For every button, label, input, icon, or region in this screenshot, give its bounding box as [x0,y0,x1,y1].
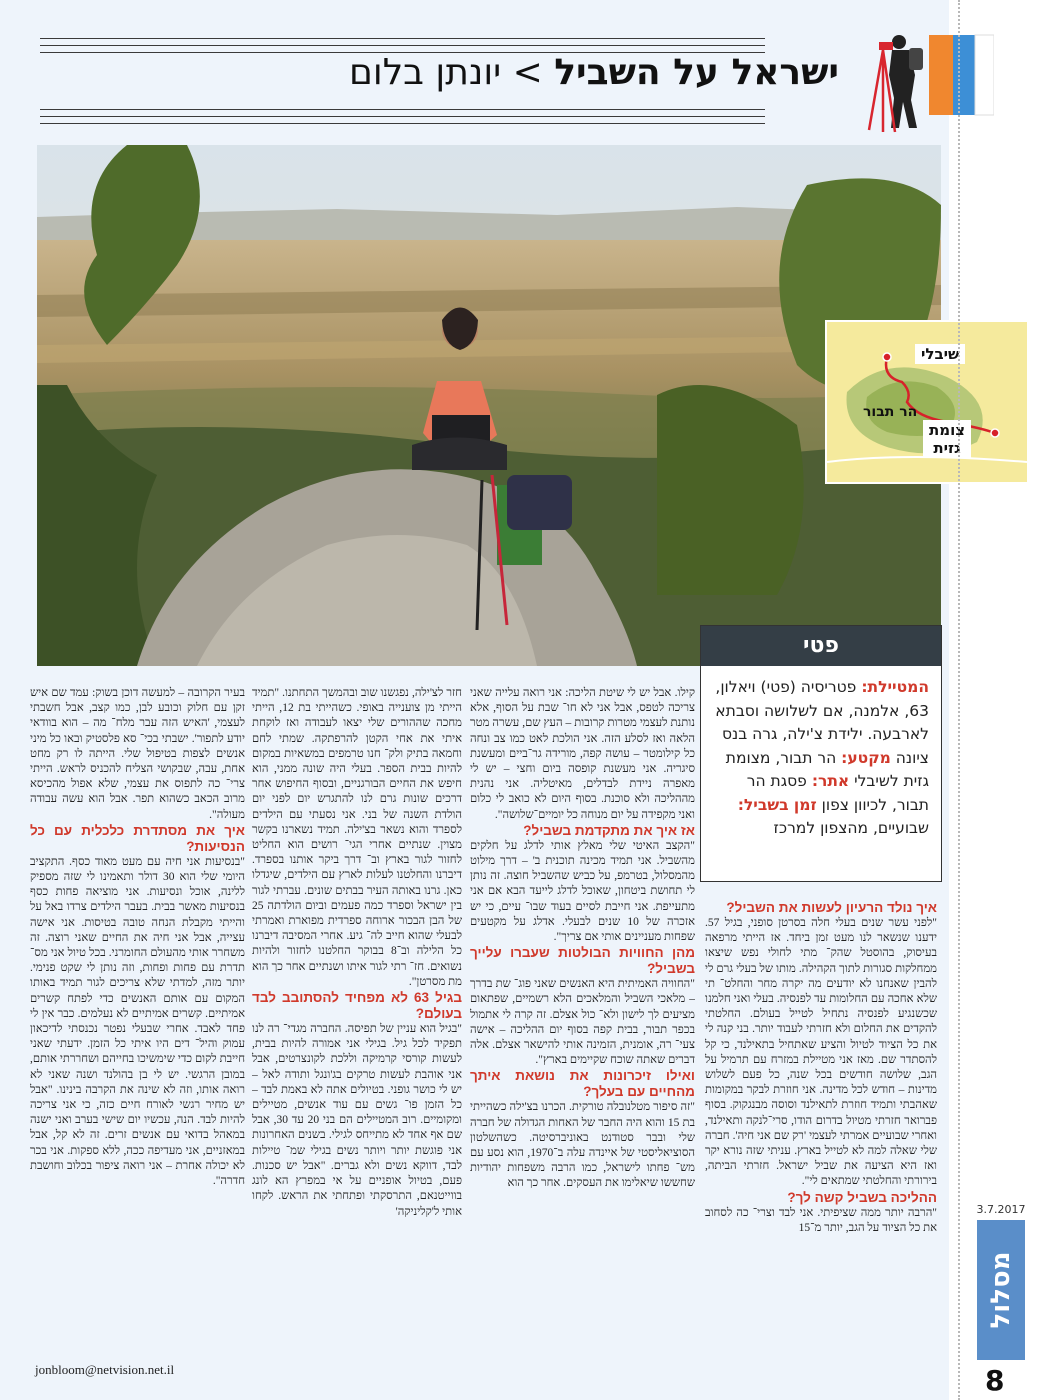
page-edge-dotted-line [958,0,960,1400]
article-paragraph: "לפני עשר שנים בעלי חלה בסרטן סופני, בגיל 57. ידענו שנשאר לנו מעט זמן ביחד. אז הייתי מרפאה בעיסוק, בהוסטל שהק־ מתי לחולי נפש שיצאו ממחלקות סגורות לתוך הקהילה. מותו של בעלי גרם לי להבין שאנחנו לא יודעים מה יקרה מחר והחלט־ תי שלא אחכה עם החלומות עד לפנסיה. בעלי ואני חלמנו שכשנגיע לפנסיה נתחיל לטייל בעולם. החלטתי להקדים את החלום ולא חזרתי לעבוד יותר. בני קנה לי את כל הציוד לטיול והציע שאתחיל בתאילנד, כי קל להסתדר שם. מאז אני מטיילת במזרח עם תרמיל על הגב, שלושה חודשים בכל שנה, כל פעם לשלוש מדינות – חודש לכל מדינה. אני חוזרת לבקר במקומות שאהבתי ותמיד חוזרת לתאילנד וסוסה מבנגקוק. בסוף פברואר חזרתי מטיול בדרום הודו, סרי־לנקה ותאילנד, ואחרי שבועיים אמרתי לעצמי 'רק שם אני חיה'. חברה שלי שאלה למה לא לטייל בארץ. עניתי שזה נורא יקר ואז היא הציעה את שביל ישראל. חזרתי הביתה, בירורתי והחלטתי שמתאים לי". [705,917,937,1188]
article-question: בגיל 63 לא מפחיד להסתובב לבד בעולם? [252,990,462,1022]
article-paragraph: "זה סיפור מטלנובלה טורקית. הכרנו בצ'ילה כשהייתי בת 15 והוא היה החבר של האחות הגדולה של חברה שלי ובבר סטודנט באוניברסיטה. כשהשלטון הסוציאליסטי של איינדה עלה ב־1970, הוא נסע עם מש־ פחתו לישראל, כמו הרבה משפחות יהודיות שחששו שיאלימו את העסקים. אחר כך הוא [470,1101,695,1190]
article-question: איך את מסתדרת כלכלית עם כל הנסיעות? [30,822,245,854]
article-question: איך נולד הרעיון לעשות את השביל? [726,900,937,915]
article-question: ואילו זיכרונות את נושאת איתך מהחיים עם בעלך? [470,1068,695,1100]
map-label-gazit-junction: צומת גזית [923,420,971,458]
header-rule [40,38,765,39]
info-box-body [701,666,941,851]
issue-date: 3.7.2017 [976,1203,1026,1216]
title-separator: > [512,52,543,93]
article-paragraph: "הקצב האיטי שלי מאלץ אותי לדלג על חלקים מהשביל. אני תמיד מכינה תוכנית ב' – דרך מילוט מהמסלול, בטרמפ, על כביש שהשביל חוצה. זה נותן לי תחושת ביטחון, שאוכל לדלג לייעד הבא אם אני מתעייפת. אני חייבת לסיים בעוד שבו־ עיים, כי יש אזכרה של 10 שנים לבעלי. אדלג על מקטעים שפחות מעניינים אותי אם צריך". [470,839,695,944]
article-paragraph: בעיר הקרובה – למעשה דוכן בשוק: עמד שם איש זקן עם חלוק וכובע לבן, כמו קצב, אבל חשבתי לעצמי, 'האיש הזה עבר מלח־ מה – הוא בוודאי יודע לתפור'. ישבתי בכי־ סא פלסטיק ובאו כל מיני אנשים לצפות בטיפול שלי. הייתה לו רק מחט אחת, עבה, שבקושי הצליח להכניס לראש. הייתי צרי־ כה לתפוס את עצמי, שלא אפול מהכיסא מרוב הכאב כשהוא תפר. אבל הוא עשה עבודה מעולה". [30,687,245,821]
hiker-label: המטיילת: [861,678,929,696]
section-details: הר תבור, מצומת גזית לשיבלי [725,748,929,790]
article-paragraph: "בגיל הוא עניין של תפיסה. החברה מגדי־ רה לנו תפקיד לכל גיל. בגילי אני אמורה להיות בבית, לעשות קורסי קרמיקה וללכת לקונצרטים, אבל אני אוהבת לעשות טרקים בג'ונגל ותודה לאל – יש לי כושר גופני. בטיולים אתה לא באמת לבד – כל הזמן פו־ גשים עם עוד אנשים, מטיילים ומקומיים. רוב המטיילים הם בני 20 עד 30, אבל שם אף אחד לא מתייחס לגילי. בשנים האחרונות אני פוגשת יותר ויותר נשים בגילי שמ־ טיילות לבד, דווקא נשים ולא גברים. "אבל יש סכנות. פעם, בטיול אופניים על אי במפרץ הא לונג בווייטנאם, התרסקתי ופתחתי את הראש. לקחו אותי ל'קליניקה' [252,1023,462,1218]
site-label: אתר: [811,772,850,790]
article-question: מהן החוויות הבולטות שעברו עלייך בשביל? [470,945,695,977]
article-paragraph: קילו. אבל יש לי שיטת הליכה: אני רואה עלייה שאני צריכה לטפס, אבל אני לא חו־ שבת על הסוף, אלא נותנת לעצמי מטרות קרובות – העץ שם, עשרה מטר הלאה ואז לסלע הזה. אני הולכת לאט כמו צב ונחה כל קילומטר – עושה קפה, מורידה גר־ביים ומעשנת סיגריה. אני מעשנת קופסה ביום וחצי – יש לי מאפרה ניידת לבדלים, מאיטליה. אני נהנית מההליכה ולא סוכנת. בסוף היום לא כואב לי כלום ואני מקפידה על יום מנוחה כל יומיים־שלושה". [470,687,695,821]
article-paragraph: חזר לצ'ילה, נפגשנו שוב ובהמשך התחתנו. "תמיד הייתי מן צוענייה באופי. כשהייתי בת 12, הייתי מחכה שההורים שלי יצאו לעבודה ואז לוקחת איתי את אחי הקטן להרפתקה. שמתי לחם וחמאה בתיק ולק־ חנו טרמפים במשאיות במקום להיות בבית הספר. בעלי היה שונה ממני, הוא חיפש את החיים הבורגניים, ובסוף החיפוש אחר דרכים שונות גרם לנו להתגרש יום לפני יום הולדת השנה של בני. אני נסעתי עם הילדים לספרד והוא נשאר בצ'ילה. תמיד נשארנו בקשר מצוין. שנתיים אחרי הגי־ רושים הוא החליט לחזור לגור בארץ וב־ דרך ביקר אותנו בספרד. דיברנו והחלטנו לעלות לארץ עם הילדים, שיגדלו כאן. גרנו באותה העיר בבתים שונים. עברתי לגור בין ישראל וספרד כמה פעמים וביום הולדתה 25 של הבן הבכור ארוחה ספרדית מפוארת ואמרתי לבעלי שהוא חייב לה־ גיע. אחרי המסיבה דיברנו כל הלילה וב־8 בבוקר החלטנו לחזור ולהיות נשואים. חז־ רתי לגור איתו ושנתיים אחר כך הוא מת מסרטן". [252,687,462,988]
section-label: מקטע: [841,748,891,767]
magazine-name-tab [977,1220,1025,1360]
header-rule [40,109,765,110]
author-email: jonbloom@netvision.net.il [35,1362,175,1377]
hiker-details: פטריסיה (פטי) ויאלון, 63, אלמנה, אם לשלושה וסבתא לארבעה. ילידת צ'ילה, גרה בנס ציונה [715,678,929,767]
header-rule [40,116,765,117]
map-label-mount-tabor: הר תבור [863,404,918,420]
map-label-shibli: שיבלי [915,344,965,364]
article-column-4 [30,686,245,1351]
article-paragraph: "הרבה יותר ממה שציפיתי. אני לבד וצרי־ כה לסחוב את כל הציוד על הגב, יותר מ־15 [705,1206,937,1234]
page-title [349,52,839,93]
route-map [825,320,1029,484]
article-question: אז איך את מתקדמת בשביל? [523,822,695,838]
info-box-heading: פטי [701,626,941,666]
hero-photo [37,145,941,666]
site-details: פסגת הר תבור, לכיוון צפון [746,772,929,814]
hiker-photographer-logo-icon [859,20,994,138]
page-number: 8 [985,1364,1005,1397]
hiker-info-box [700,625,942,882]
header-rule [40,123,765,124]
article-column-3 [252,686,462,1391]
magazine-name: מסלול [986,1251,1016,1329]
article-question: ההליכה בשביל קשה לך? [787,1189,937,1205]
trail-time-details: שבועיים, מהצפון למרכז [773,819,929,837]
column-name: ישראל על השביל [554,52,839,93]
article-column-1 [705,900,937,1390]
header-rule [40,45,765,46]
author-name: יונתן בלום [349,52,502,93]
trail-time-label: זמן בשביל: [737,795,817,814]
article-column-2 [470,686,695,1391]
article-paragraph: "בנסיעות אני חיה עם מעט מאוד כסף. התקציב היומי שלי הוא 30 דולר ותאמינו לי שזה מספיק ללינה, אוכל ונסיעות. אני מוציאה פחות כסף בנסיעות מאשר בבית. בעבר הילדים צרדו באל על והייתי מקבלת הנחה טובה בטיסות. אני אישה עצייה, אבל אני חיה את החיים שאני רוצה. זה משחרר אותי מהעולם החומרני. בכל טיול אני מס־ תדרת עם פחות ופחות, וזה נותן לי שקט פנימי. יותר מזה, למדתי שלא צריכים לגור תמיד באותו המקום עם אותם האנשים כדי לפתח קשרים אמיתיים. קשרים אמיתיים לא נעלמים. כבר אין לי פחד לאבד. אחרי שבעלי נפטר נכנסתי לדיכאון עמוק והיל־ דים היו איתי כל הזמן. ידעתי שאני חייבת לקום כדי שימשיכו בחייהם ושחררתי אותם, במובן הרגשי. יש לי בן בהולנד ושנה שאני לא רואה אותו, וזה לא שינה את הקרבה בינינו. "אבל יש מחיר רגשי לאורח חיים כזה, כי אני צריכה להיות לבד. הנה, עכשיו יום שישי בערב ואני ישנה במאהל בדואי עם אנשים זרים. זה לא קל, אבל במאזניים, אני מעדיפה ככה, ללא ספקות. אני בכר לא יכולה אחרת – אני רואה ציפור בכלוב וחושבת חדרה". [30,855,245,1188]
article-paragraph: "החוויה האמיתית היא האנשים שאני פוג־ שת בדרך – מלאכי השביל והמלאכים הלא רשמיים, שפתאום מציעים לך לישון ולא־ כול אצלם. זה קרה לי אתמול בכפר תבור, בבית קפה בסוף יום ההליכה – אישה צעי־ רה, אומנית, הזמינה אותי להישאר אצלם. אלה דברים שאתה שוכח שקיימים בארץ". [470,978,695,1067]
